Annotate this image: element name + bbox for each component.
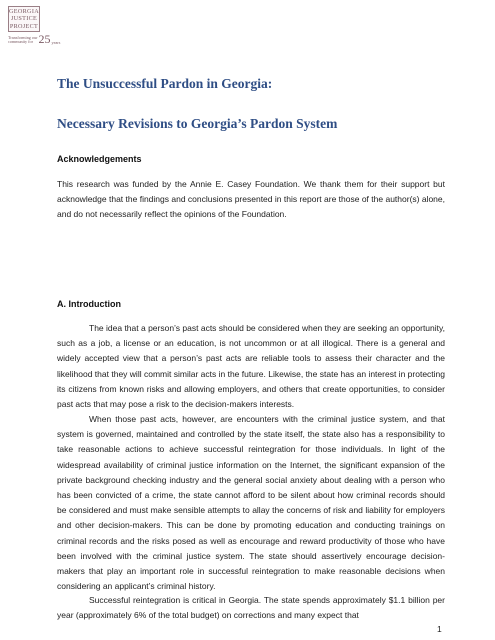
page-number: 1 bbox=[437, 624, 442, 634]
logo-tagline-line2: community for bbox=[8, 39, 34, 45]
introduction-paragraph-1: The idea that a person’s past acts should be considered when they are seeking an opportunity, such as a job, a license or an education, is not uncommon or at all illogical. There is a general and widely accepted view that a person’s past acts are reliable tools to assess their character and the likelihood that they will commit similar acts in the future. Likewise, the state has an interest in protecting its citizens from known risks and allowing employers, and others that create opportunities, to consider past acts that may pose a risk to the decision-makers interests. bbox=[57, 323, 445, 410]
logo-tagline-text bbox=[8, 36, 38, 45]
document-title: The Unsuccessful Pardon in Georgia: bbox=[57, 76, 273, 91]
logo-line-georgia: GEORGIA bbox=[9, 8, 39, 15]
introduction-paragraph-2: When those past acts, however, are encounters with the criminal justice system, and that system is governed, maintained and controlled by the state itself, the state also has a responsibility to take reasonable actions to achieve successful reintegration for those individuals. In light of the widespread availability of criminal justice information on the Internet, the significant expansion of the private background checking industry and the general social anxiety about dealing with a person who has been convicted of a crime, the state cannot afford to be silent about how criminal records should be considered and must make sensible attempts to allay the concerns of risk and liability for employers and other decision-makers. This can be done by promoting education and conducting trainings on criminal records and the risks posed as well as encourage and reward productivity of those who have been involved with the criminal justice system. The state should assertively encourage decision-makers that play an important role in successful reintegration to make reasonable decisions when considering an applicant’s criminal history. bbox=[57, 414, 445, 592]
logo-tagline-line1: Transforming our bbox=[8, 34, 38, 40]
logo-line-project: PROJECT bbox=[9, 22, 39, 30]
logo-line-justice: JUSTICE bbox=[10, 15, 38, 23]
logo-tagline bbox=[8, 31, 68, 46]
logo-anniversary-years: years bbox=[51, 39, 61, 45]
acknowledgements-heading: Acknowledgements bbox=[57, 154, 142, 164]
introduction-heading: A. Introduction bbox=[57, 299, 121, 309]
logo-box bbox=[8, 6, 40, 32]
logo-anniversary-number: 25 bbox=[38, 31, 51, 46]
document-subtitle: Necessary Revisions to Georgia’s Pardon System bbox=[57, 116, 338, 131]
acknowledgements-paragraph: This research was funded by the Annie E. Casey Foundation. We thank them for their support but acknowledge that the findings and conclusions presented in this report are those of the author(s) alone, and do not necessarily reflect the opinions of the Foundation. bbox=[57, 179, 445, 220]
introduction-paragraph-3: Successful reintegration is critical in Georgia. The state spends approximately $1.1 billion per year (approximately 6% of the total budget) on corrections and many expect that bbox=[57, 595, 445, 621]
georgia-justice-project-logo bbox=[8, 6, 68, 45]
